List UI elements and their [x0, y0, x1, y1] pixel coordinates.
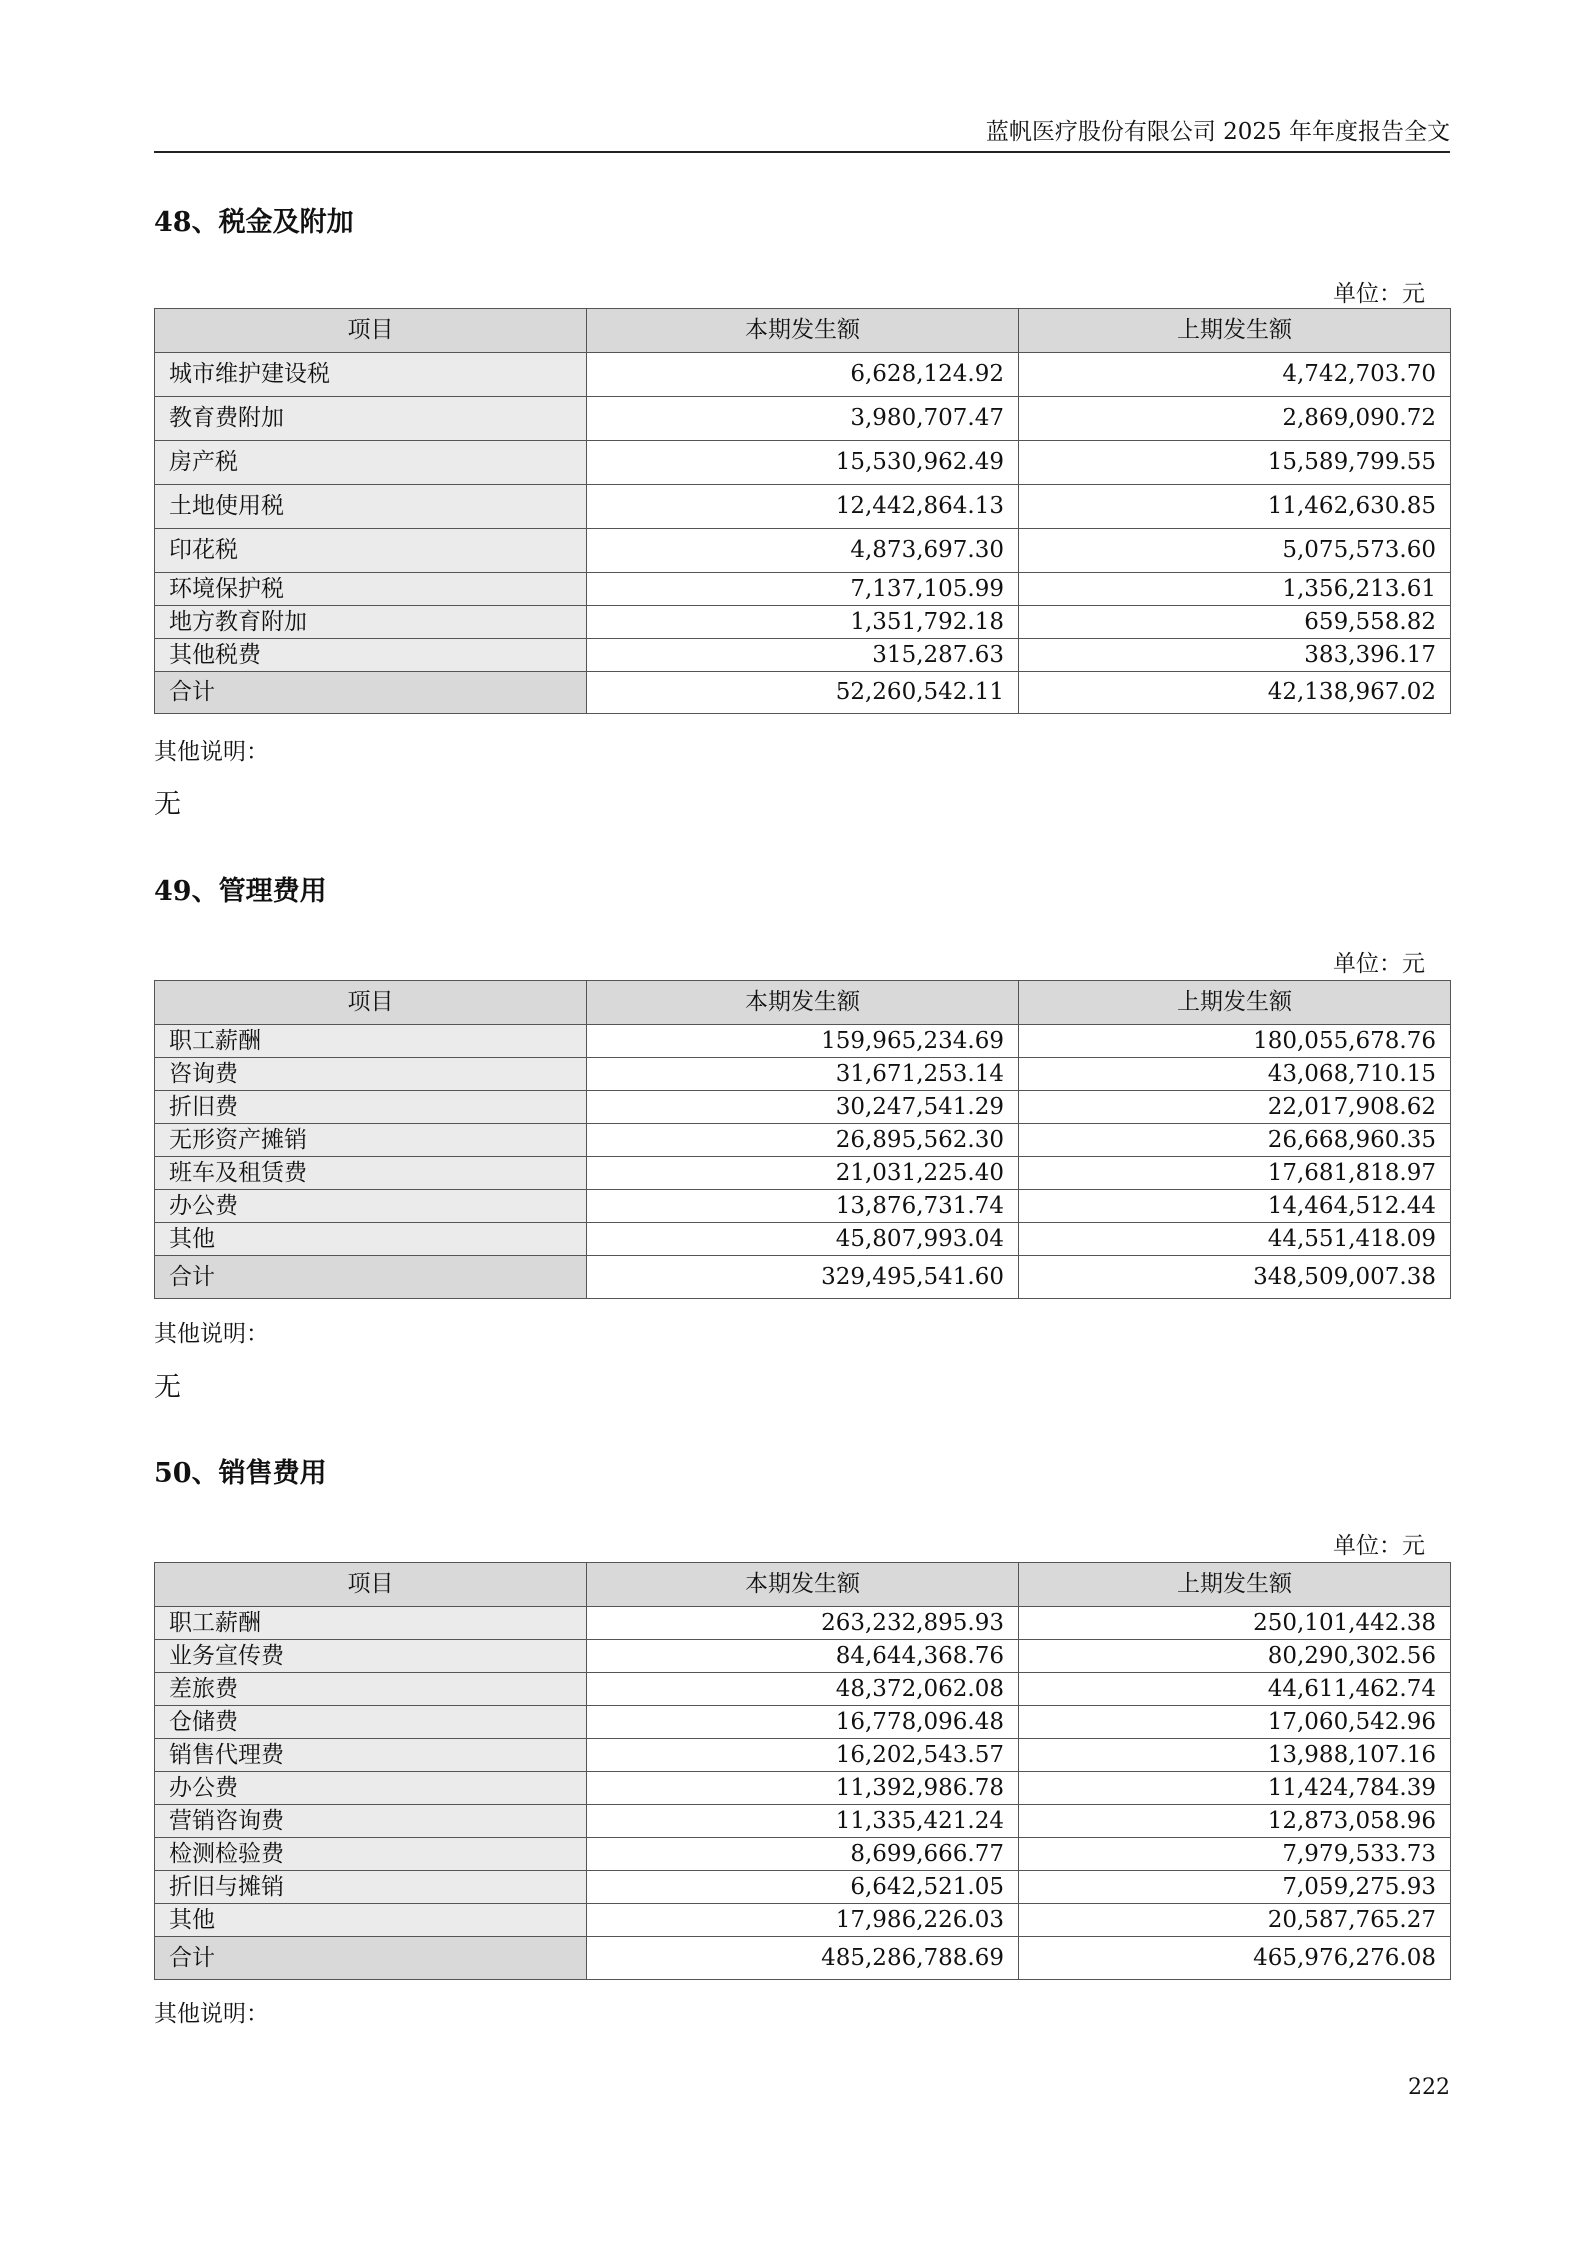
prior-period-value: 14,464,512.44 — [1019, 1190, 1451, 1223]
current-period-value: 12,442,864.13 — [587, 485, 1019, 529]
prior-period-value: 4,742,703.70 — [1019, 353, 1451, 397]
current-period-value: 26,895,562.30 — [587, 1124, 1019, 1157]
current-period-value: 30,247,541.29 — [587, 1091, 1019, 1124]
table-row — [155, 573, 1451, 606]
current-period-value: 21,031,225.40 — [587, 1157, 1019, 1190]
row-label: 土地使用税 — [155, 485, 587, 529]
current-period-value: 31,671,253.14 — [587, 1058, 1019, 1091]
table-row — [155, 1706, 1451, 1739]
current-period-value: 48,372,062.08 — [587, 1673, 1019, 1706]
row-label: 办公费 — [155, 1772, 587, 1805]
table-row — [155, 529, 1451, 573]
prior-period-value: 465,976,276.08 — [1019, 1937, 1451, 1980]
section-title-admin-expenses: 49、管理费用 — [154, 876, 327, 907]
prior-period-value: 44,551,418.09 — [1019, 1223, 1451, 1256]
table-row — [155, 441, 1451, 485]
row-label: 折旧与摊销 — [155, 1871, 587, 1904]
table-row-total — [155, 1256, 1451, 1299]
table-row — [155, 1058, 1451, 1091]
current-period-value: 16,202,543.57 — [587, 1739, 1019, 1772]
current-period-value: 15,530,962.49 — [587, 441, 1019, 485]
page-number: 222 — [1408, 2075, 1450, 2100]
table-row — [155, 1838, 1451, 1871]
current-period-value: 52,260,542.11 — [587, 672, 1019, 714]
row-label: 其他 — [155, 1223, 587, 1256]
admin-expenses-table — [154, 980, 1451, 1299]
current-period-value: 315,287.63 — [587, 639, 1019, 672]
row-label: 差旅费 — [155, 1673, 587, 1706]
prior-period-value: 43,068,710.15 — [1019, 1058, 1451, 1091]
unit-label: 单位：元 — [1333, 281, 1425, 307]
unit-label: 单位：元 — [1333, 1533, 1425, 1559]
row-label: 职工薪酬 — [155, 1607, 587, 1640]
prior-period-value: 12,873,058.96 — [1019, 1805, 1451, 1838]
report-header-title: 蓝帆医疗股份有限公司 2025 年年度报告全文 — [985, 119, 1450, 145]
column-header: 上期发生额 — [1019, 981, 1451, 1025]
row-label: 营销咨询费 — [155, 1805, 587, 1838]
current-period-value: 13,876,731.74 — [587, 1190, 1019, 1223]
table-row — [155, 1772, 1451, 1805]
row-label: 其他税费 — [155, 639, 587, 672]
prior-period-value: 250,101,442.38 — [1019, 1607, 1451, 1640]
row-label: 合计 — [155, 1256, 587, 1299]
row-label: 城市维护建设税 — [155, 353, 587, 397]
prior-period-value: 7,979,533.73 — [1019, 1838, 1451, 1871]
current-period-value: 159,965,234.69 — [587, 1025, 1019, 1058]
row-label: 地方教育附加 — [155, 606, 587, 639]
other-notes-label: 其他说明： — [154, 1321, 269, 1347]
prior-period-value: 42,138,967.02 — [1019, 672, 1451, 714]
row-label: 房产税 — [155, 441, 587, 485]
table-row — [155, 485, 1451, 529]
row-label: 印花税 — [155, 529, 587, 573]
current-period-value: 84,644,368.76 — [587, 1640, 1019, 1673]
prior-period-value: 80,290,302.56 — [1019, 1640, 1451, 1673]
current-period-value: 7,137,105.99 — [587, 573, 1019, 606]
row-label: 环境保护税 — [155, 573, 587, 606]
current-period-value: 6,628,124.92 — [587, 353, 1019, 397]
current-period-value: 17,986,226.03 — [587, 1904, 1019, 1937]
column-header: 项目 — [155, 981, 587, 1025]
taxes-surcharges-table — [154, 308, 1451, 714]
table-row — [155, 1223, 1451, 1256]
other-notes-text: 无 — [154, 1372, 181, 1403]
current-period-value: 263,232,895.93 — [587, 1607, 1019, 1640]
table-row — [155, 353, 1451, 397]
column-header: 上期发生额 — [1019, 1563, 1451, 1607]
row-label: 咨询费 — [155, 1058, 587, 1091]
table-row — [155, 606, 1451, 639]
column-header: 本期发生额 — [587, 981, 1019, 1025]
prior-period-value: 44,611,462.74 — [1019, 1673, 1451, 1706]
other-notes-text: 无 — [154, 789, 181, 820]
prior-period-value: 15,589,799.55 — [1019, 441, 1451, 485]
prior-period-value: 348,509,007.38 — [1019, 1256, 1451, 1299]
table-row — [155, 1124, 1451, 1157]
other-notes-label: 其他说明： — [154, 739, 269, 765]
selling-expenses-table — [154, 1562, 1451, 1980]
current-period-value: 8,699,666.77 — [587, 1838, 1019, 1871]
current-period-value: 45,807,993.04 — [587, 1223, 1019, 1256]
other-notes-label: 其他说明： — [154, 2001, 269, 2027]
row-label: 仓储费 — [155, 1706, 587, 1739]
prior-period-value: 11,424,784.39 — [1019, 1772, 1451, 1805]
table-row — [155, 1157, 1451, 1190]
unit-label: 单位：元 — [1333, 951, 1425, 977]
section-title-taxes-surcharges: 48、税金及附加 — [154, 207, 354, 238]
table-row — [155, 1091, 1451, 1124]
prior-period-value: 7,059,275.93 — [1019, 1871, 1451, 1904]
prior-period-value: 1,356,213.61 — [1019, 573, 1451, 606]
table-row — [155, 1607, 1451, 1640]
current-period-value: 485,286,788.69 — [587, 1937, 1019, 1980]
prior-period-value: 2,869,090.72 — [1019, 397, 1451, 441]
row-label: 班车及租赁费 — [155, 1157, 587, 1190]
prior-period-value: 659,558.82 — [1019, 606, 1451, 639]
prior-period-value: 11,462,630.85 — [1019, 485, 1451, 529]
row-label: 合计 — [155, 672, 587, 714]
table-row-total — [155, 1937, 1451, 1980]
table-row — [155, 1904, 1451, 1937]
table-row — [155, 1673, 1451, 1706]
table-row — [155, 1871, 1451, 1904]
current-period-value: 11,392,986.78 — [587, 1772, 1019, 1805]
row-label: 折旧费 — [155, 1091, 587, 1124]
current-period-value: 6,642,521.05 — [587, 1871, 1019, 1904]
row-label: 销售代理费 — [155, 1739, 587, 1772]
column-header: 上期发生额 — [1019, 309, 1451, 353]
current-period-value: 329,495,541.60 — [587, 1256, 1019, 1299]
row-label: 检测检验费 — [155, 1838, 587, 1871]
section-title-selling-expenses: 50、销售费用 — [154, 1458, 327, 1489]
table-row — [155, 1640, 1451, 1673]
row-label: 教育费附加 — [155, 397, 587, 441]
prior-period-value: 22,017,908.62 — [1019, 1091, 1451, 1124]
prior-period-value: 13,988,107.16 — [1019, 1739, 1451, 1772]
current-period-value: 4,873,697.30 — [587, 529, 1019, 573]
row-label: 合计 — [155, 1937, 587, 1980]
row-label: 办公费 — [155, 1190, 587, 1223]
current-period-value: 16,778,096.48 — [587, 1706, 1019, 1739]
column-header: 项目 — [155, 309, 587, 353]
row-label: 其他 — [155, 1904, 587, 1937]
row-label: 业务宣传费 — [155, 1640, 587, 1673]
prior-period-value: 17,060,542.96 — [1019, 1706, 1451, 1739]
prior-period-value: 17,681,818.97 — [1019, 1157, 1451, 1190]
row-label: 无形资产摊销 — [155, 1124, 587, 1157]
column-header: 项目 — [155, 1563, 587, 1607]
table-row-total — [155, 672, 1451, 714]
table-row — [155, 639, 1451, 672]
prior-period-value: 26,668,960.35 — [1019, 1124, 1451, 1157]
prior-period-value: 5,075,573.60 — [1019, 529, 1451, 573]
table-row — [155, 1739, 1451, 1772]
row-label: 职工薪酬 — [155, 1025, 587, 1058]
table-row — [155, 397, 1451, 441]
prior-period-value: 180,055,678.76 — [1019, 1025, 1451, 1058]
prior-period-value: 20,587,765.27 — [1019, 1904, 1451, 1937]
table-row — [155, 1805, 1451, 1838]
current-period-value: 3,980,707.47 — [587, 397, 1019, 441]
header-divider — [154, 151, 1450, 153]
table-row — [155, 1190, 1451, 1223]
prior-period-value: 383,396.17 — [1019, 639, 1451, 672]
column-header: 本期发生额 — [587, 309, 1019, 353]
table-row — [155, 1025, 1451, 1058]
current-period-value: 1,351,792.18 — [587, 606, 1019, 639]
column-header: 本期发生额 — [587, 1563, 1019, 1607]
current-period-value: 11,335,421.24 — [587, 1805, 1019, 1838]
